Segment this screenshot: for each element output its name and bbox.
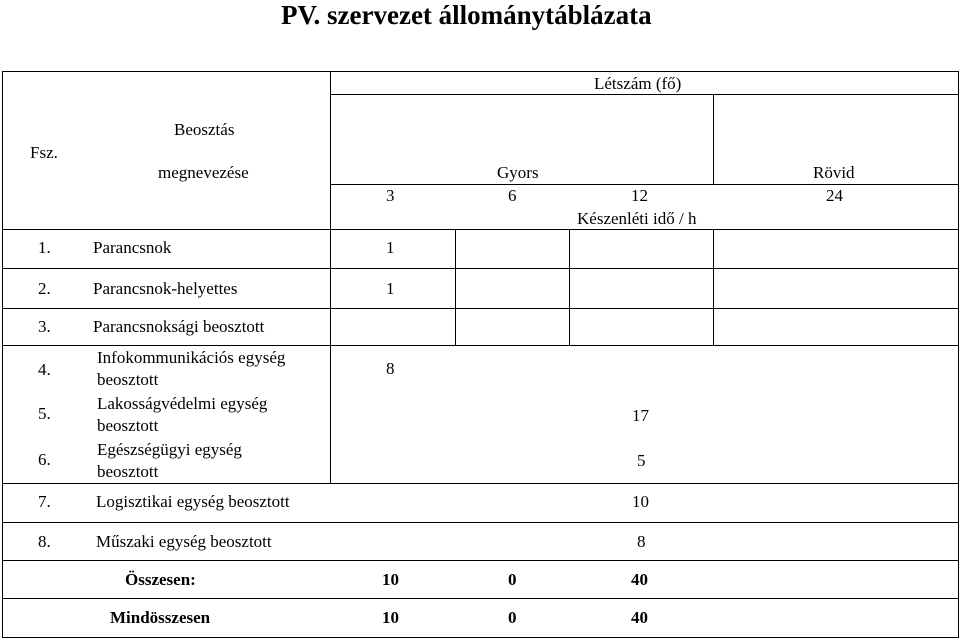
grid-line — [2, 268, 959, 269]
header-letszam: Létszám (fő) — [594, 74, 682, 93]
header-3: 3 — [386, 186, 395, 205]
grid-line — [2, 345, 959, 346]
grid-line — [2, 71, 959, 72]
row-number: 8. — [38, 532, 51, 551]
header-12: 12 — [631, 186, 648, 205]
grid-line — [2, 598, 959, 599]
grid-line — [2, 522, 959, 523]
mindosszesen-label: Mindösszesen — [110, 608, 211, 627]
osszesen-12: 40 — [631, 570, 648, 589]
row-number: 3. — [38, 317, 51, 336]
row-value-3: 1 — [386, 279, 395, 298]
row-number: 6. — [38, 450, 51, 469]
row-number: 2. — [38, 279, 51, 298]
grid-line — [330, 71, 331, 484]
page-title: PV. szervezet állománytáblázata — [281, 0, 652, 30]
header-fsz: Fsz. — [30, 143, 58, 162]
grid-line — [2, 483, 959, 484]
osszesen-6: 0 — [508, 570, 517, 589]
row-name: Parancsnoksági beosztott — [93, 317, 265, 336]
mindosszesen-3: 10 — [382, 608, 399, 627]
row-value-12: 10 — [632, 492, 649, 511]
grid-line — [958, 71, 959, 637]
header-24: 24 — [826, 186, 843, 205]
row-name-line1: Lakosságvédelmi egység — [97, 394, 268, 413]
row-name: Parancsnok — [93, 238, 172, 257]
header-megnevezese: megnevezése — [158, 163, 249, 182]
grid-line — [330, 94, 959, 95]
row-name: Logisztikai egység beosztott — [96, 492, 290, 511]
header-beosztas: Beosztás — [174, 120, 235, 139]
mindosszesen-12: 40 — [631, 608, 648, 627]
header-rovid: Rövid — [813, 163, 855, 182]
row-value-3: 8 — [386, 359, 395, 378]
row-name-line2: beosztott — [97, 416, 159, 435]
row-number: 5. — [38, 404, 51, 423]
row-value-12: 5 — [637, 451, 646, 470]
row-number: 4. — [38, 360, 51, 379]
row-name-line2: beosztott — [97, 462, 159, 481]
grid-line — [455, 229, 456, 346]
grid-line — [2, 560, 959, 561]
row-name: Műszaki egység beosztott — [96, 532, 272, 551]
grid-line — [2, 637, 959, 638]
grid-line — [713, 94, 714, 185]
row-name-line1: Infokommunikációs egység — [97, 348, 286, 367]
row-value-3: 1 — [386, 238, 395, 257]
row-number: 7. — [38, 492, 51, 511]
grid-line — [2, 229, 959, 230]
header-6: 6 — [508, 186, 517, 205]
row-name: Parancsnok-helyettes — [93, 279, 238, 298]
mindosszesen-6: 0 — [508, 608, 517, 627]
header-gyors: Gyors — [497, 163, 539, 182]
row-name-line2: beosztott — [97, 370, 159, 389]
osszesen-3: 10 — [382, 570, 399, 589]
grid-line — [330, 184, 959, 185]
osszesen-label: Összesen: — [125, 570, 196, 589]
row-number: 1. — [38, 238, 51, 257]
grid-line — [713, 229, 714, 346]
grid-line — [569, 229, 570, 346]
row-value-12: 8 — [637, 532, 646, 551]
grid-line — [2, 308, 959, 309]
header-keszenleti: Készenléti idő / h — [577, 209, 697, 228]
grid-line — [2, 71, 3, 637]
row-value-12: 17 — [632, 406, 649, 425]
row-name-line1: Egészségügyi egység — [97, 440, 242, 459]
